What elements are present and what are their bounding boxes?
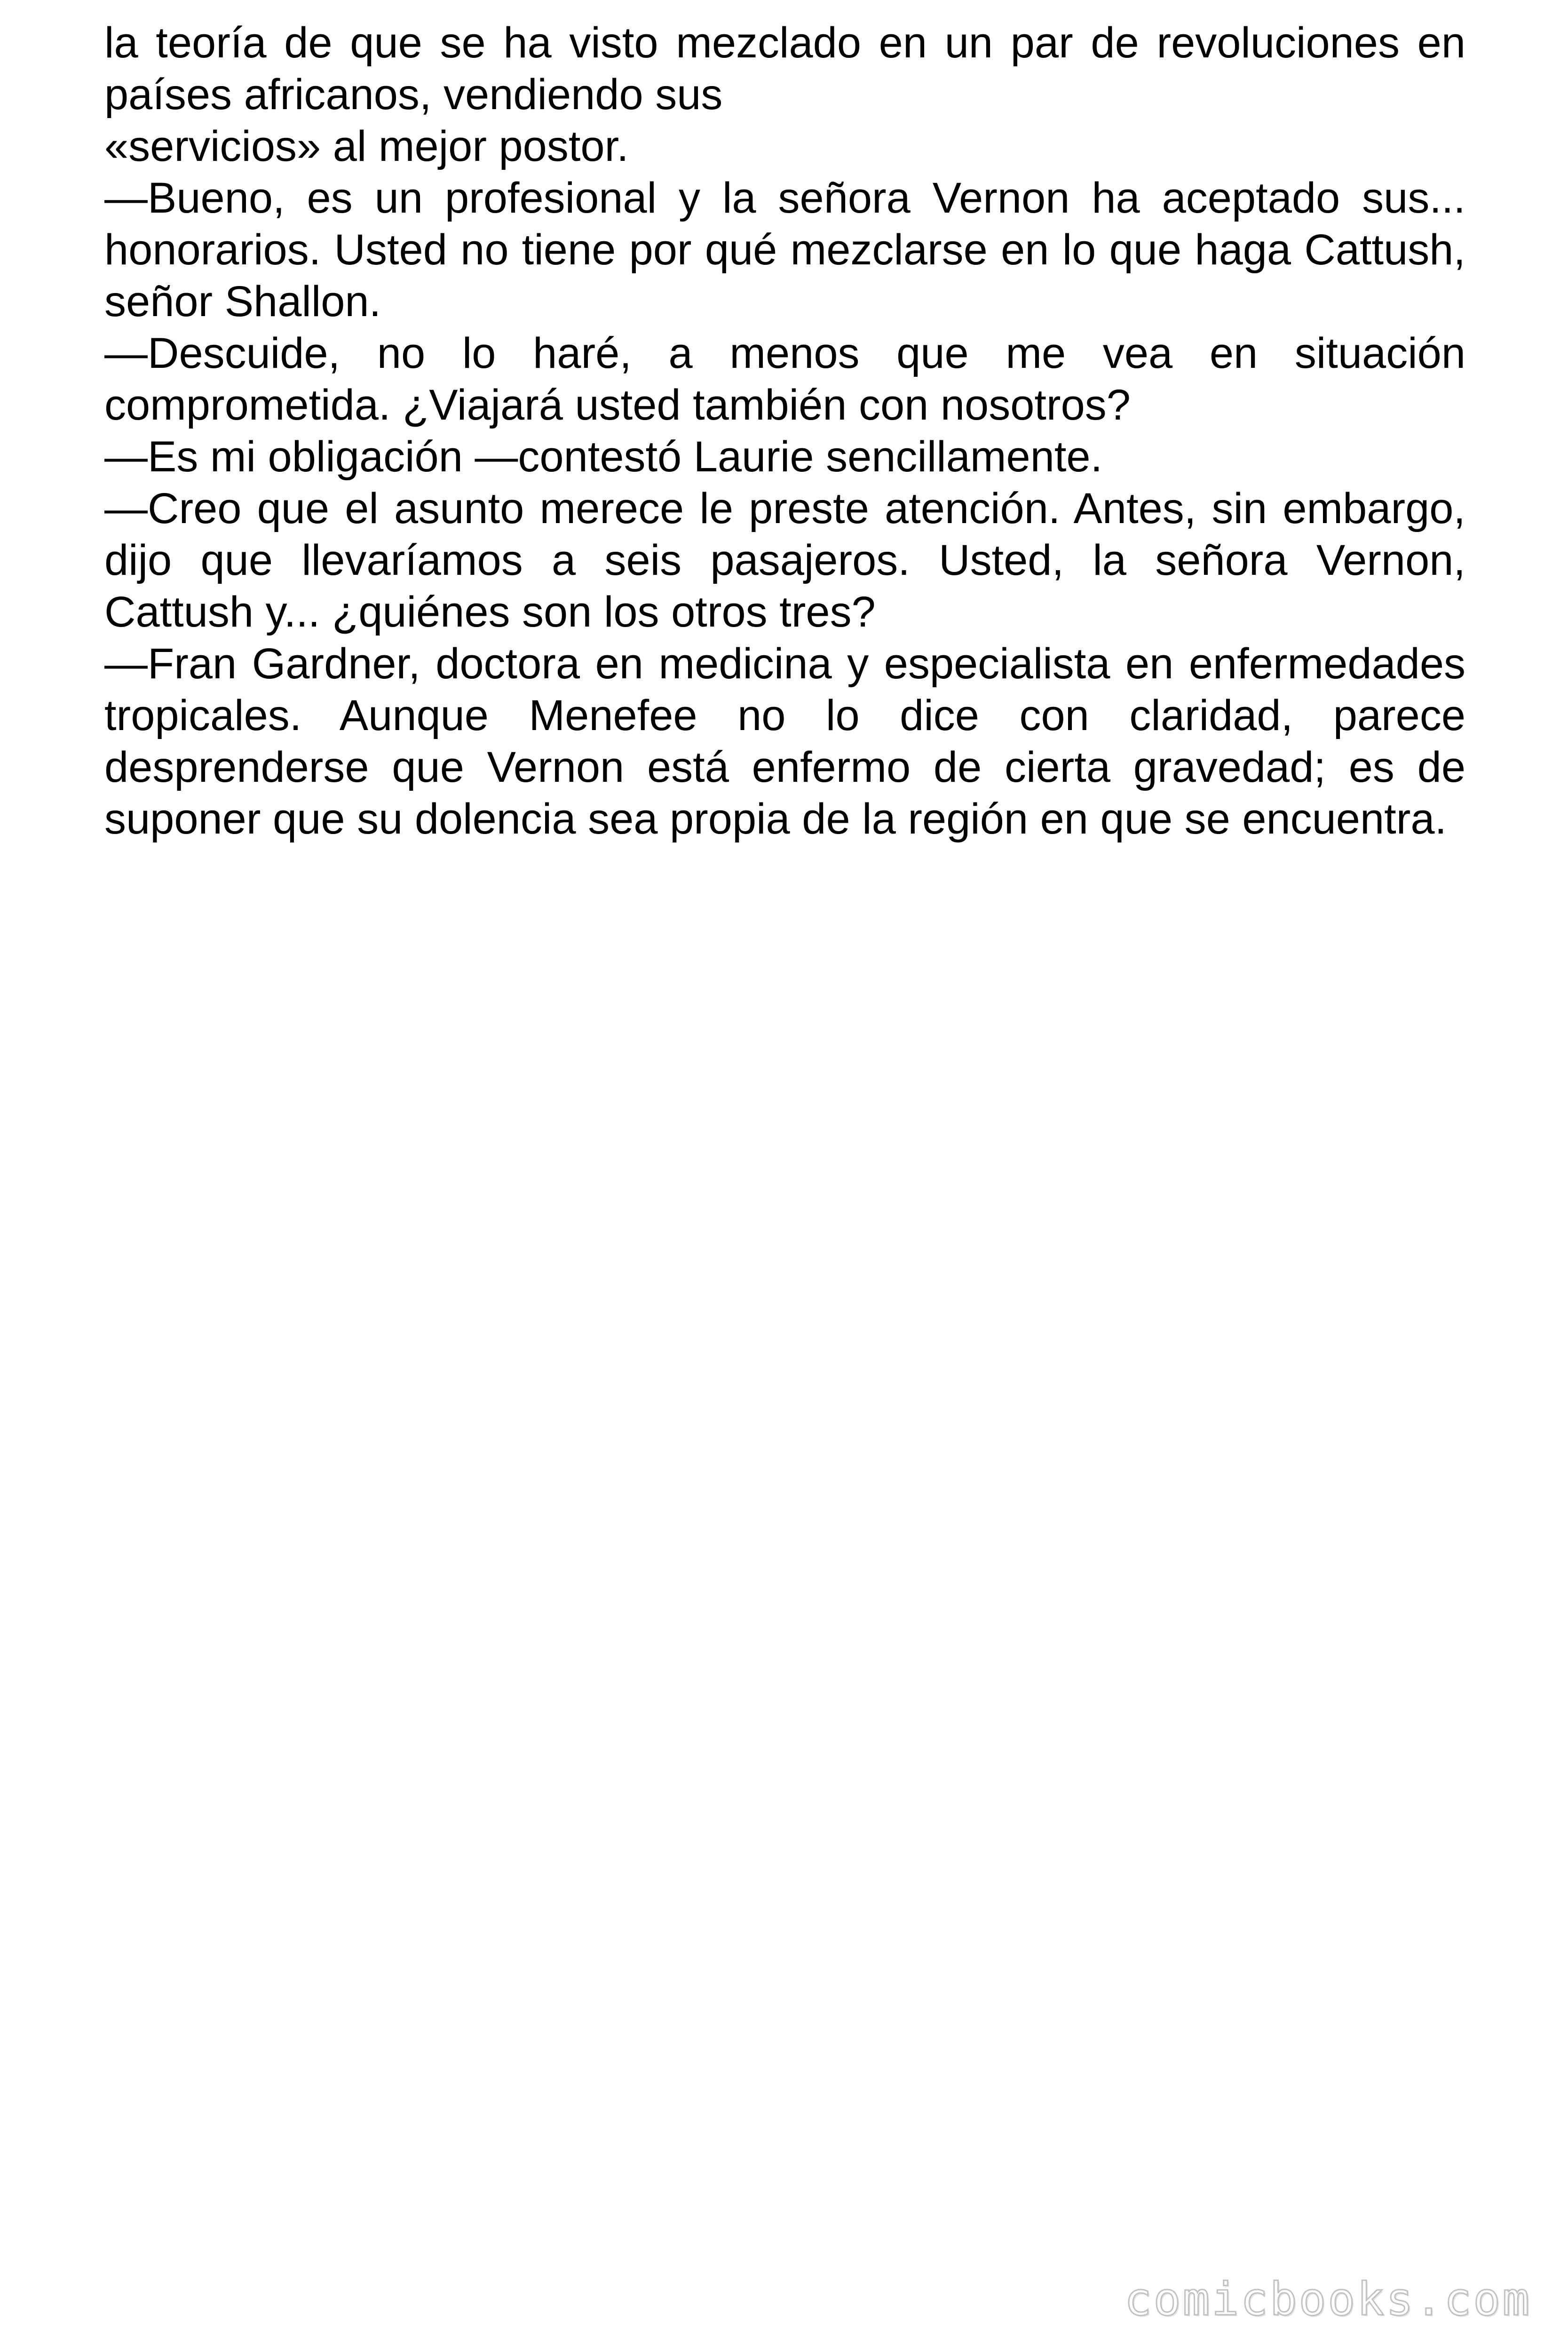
paragraph: —Fran Gardner, doctora en medicina y especialista en enfermedades tropicales. Aunque Menefee no lo dice con claridad, parece desprenderse que Vernon está enfermo de cierta gravedad; es de suponer que su dolencia sea propia de la región en que se encuentra. <box>104 640 1465 843</box>
paragraph: la teoría de que se ha visto mezclado en un par de revoluciones en países africanos, vendiendo sus <box>104 19 1465 119</box>
paragraph: —Descuide, no lo haré, a menos que me vea en situación comprometida. ¿Viajará usted también con nosotros? <box>104 329 1465 429</box>
paragraph: —Creo que el asunto merece le preste atención. Antes, sin embargo, dijo que llevaríamos a seis pasajeros. Usted, la señora Vernon, Cattush y... ¿quiénes son los otros tres? <box>104 485 1465 636</box>
paragraph: «servicios» al mejor postor. <box>104 122 629 170</box>
paragraph: —Es mi obligación —contestó Laurie sencillamente. <box>104 433 1103 481</box>
page-body <box>104 17 1465 845</box>
watermark: comicbooks.com <box>1124 2273 1531 2326</box>
paragraph: —Bueno, es un profesional y la señora Vernon ha aceptado sus... honorarios. Usted no tiene por qué mezclarse en lo que haga Cattush, señor Shallon. <box>104 174 1465 326</box>
